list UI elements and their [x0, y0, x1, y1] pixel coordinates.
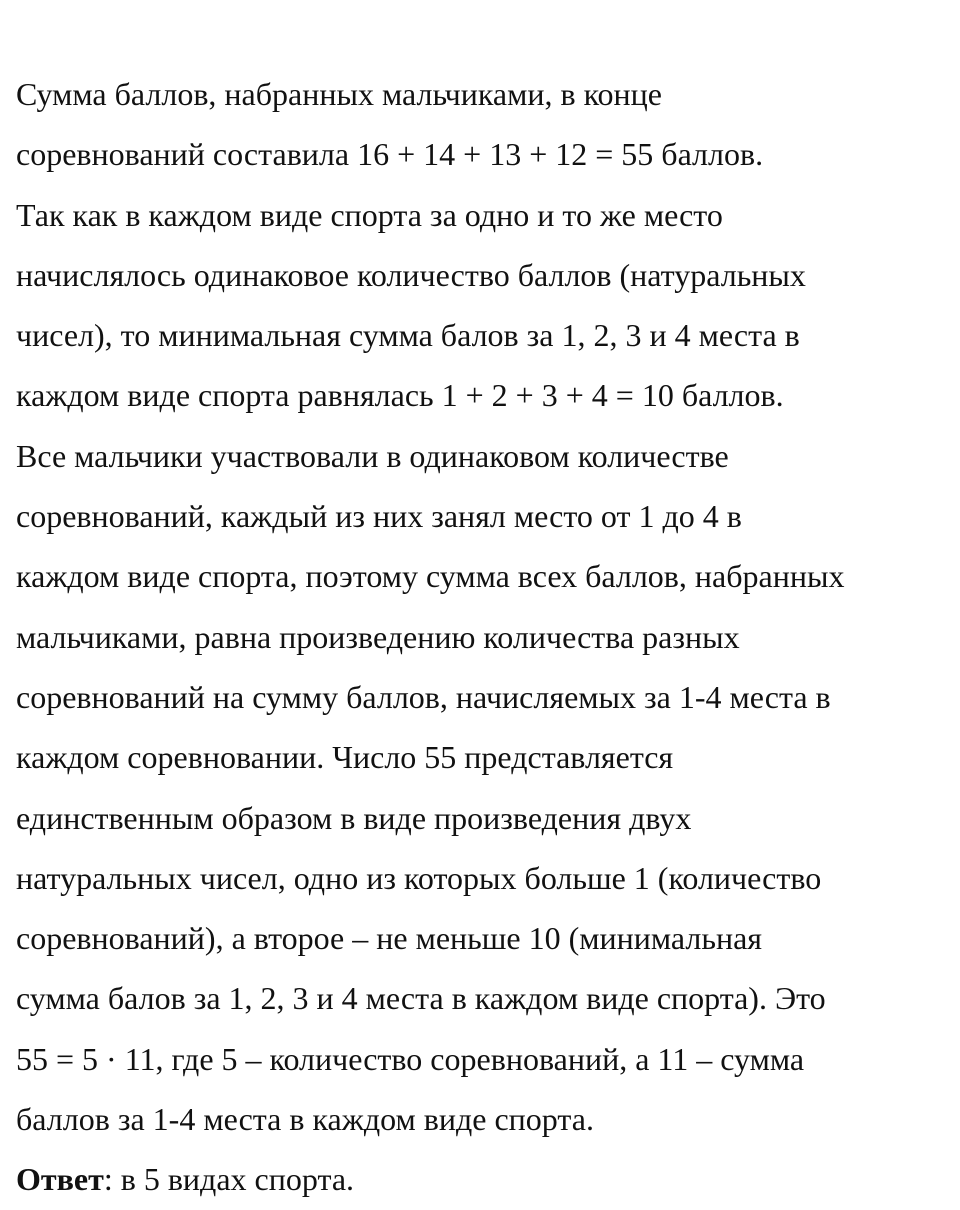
solution-document — [16, 64, 946, 1210]
text-line: сумма балов за 1, 2, 3 и 4 места в каждом виде спорта). Это — [16, 980, 826, 1017]
text-line: мальчиками, равна произведению количества разных — [16, 618, 740, 655]
text-line: 55 = 5 · 11, где 5 – количество соревнований, а 11 – сумма — [16, 1040, 805, 1077]
text-line: каждом виде спорта равнялась 1 + 2 + 3 + 4 = 10 баллов. — [16, 377, 784, 414]
text-line: баллов за 1-4 места в каждом виде спорта. — [16, 1101, 594, 1138]
text-line: соревнований составила 16 + 14 + 13 + 12 = 55 баллов. — [16, 136, 764, 173]
answer-text: : в 5 видах спорта. — [103, 1161, 355, 1198]
text-line: начислялось одинаковое количество баллов (натуральных — [16, 256, 806, 293]
text-line: чисел), то минимальная сумма балов за 1, 2, 3 и 4 места в — [16, 317, 800, 354]
text-line: соревнований), а второе – не меньше 10 (минимальная — [16, 920, 762, 957]
answer-line — [16, 1149, 946, 1209]
text-line: Сумма баллов, набранных мальчиками, в конце — [16, 76, 662, 112]
text-line: каждом виде спорта, поэтому сумма всех баллов, набранных — [16, 558, 845, 595]
text-line: натуральных чисел, одно из которых больше 1 (количество — [16, 859, 822, 896]
text-line: соревнований, каждый из них занял место от 1 до 4 в — [16, 498, 742, 535]
text-line: каждом соревновании. Число 55 представляется — [16, 739, 674, 776]
text-line: Все мальчики участвовали в одинаковом количестве — [16, 437, 729, 474]
answer-label: Ответ — [16, 1161, 104, 1198]
text-line: единственным образом в виде произведения двух — [16, 799, 692, 836]
text-line: Так как в каждом виде спорта за одно и то же место — [16, 196, 723, 233]
text-line: соревнований на сумму баллов, начисляемых за 1-4 места в — [16, 678, 831, 715]
